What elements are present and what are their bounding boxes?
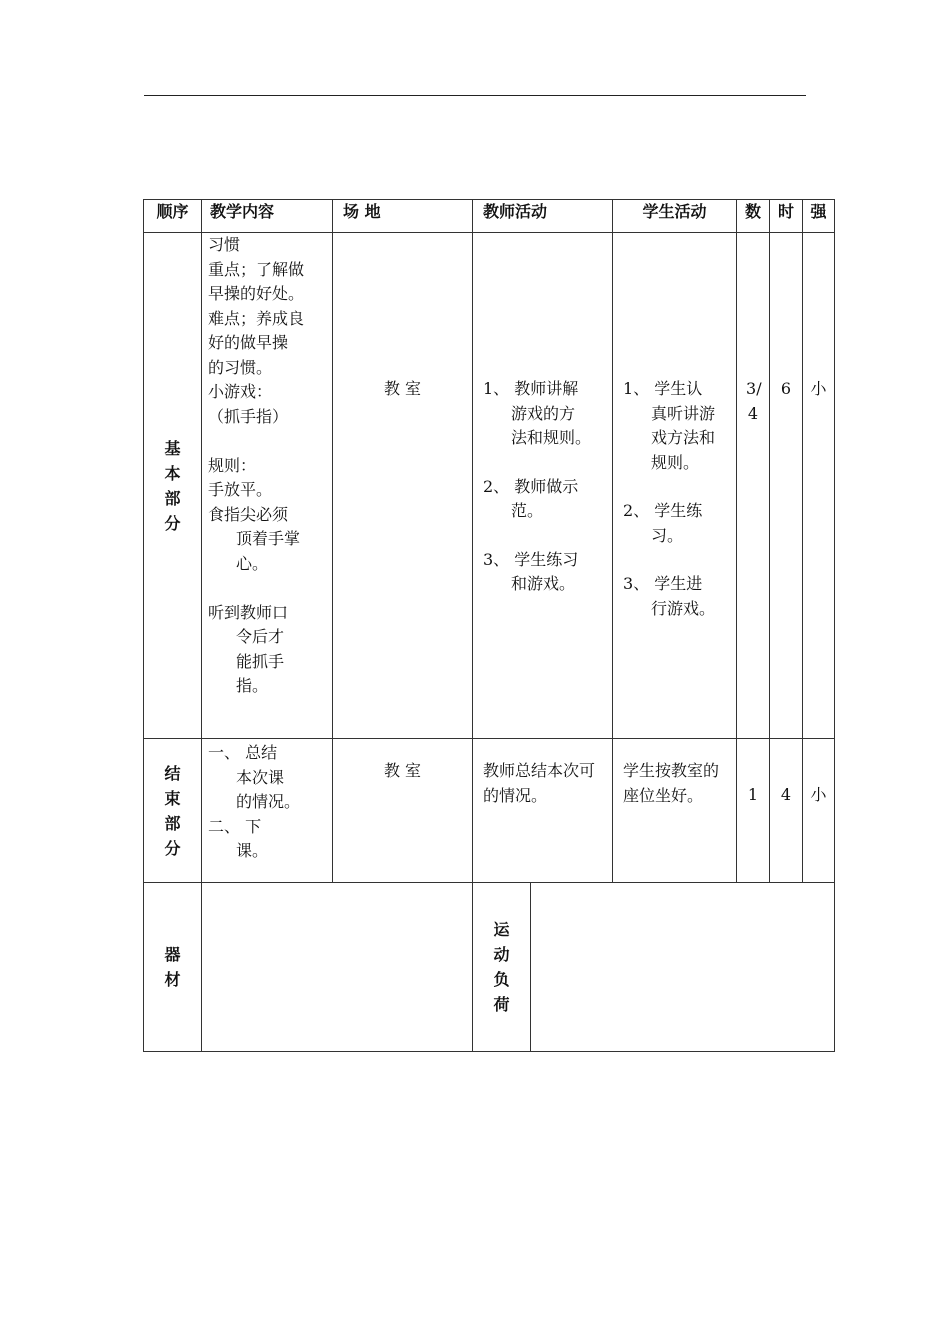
- ending-time: 4: [770, 739, 803, 883]
- header-time: 时: [770, 200, 803, 233]
- ending-content: 一、 总结 本次课 的情况。 二、 下 课。: [202, 739, 333, 883]
- lesson-plan-table: [143, 199, 835, 1052]
- ending-label: 结束部分: [144, 739, 202, 883]
- header-row: [144, 200, 835, 233]
- top-rule: [144, 95, 806, 96]
- header-intensity: 强: [803, 200, 835, 233]
- header-place: 场 地: [333, 200, 473, 233]
- basic-student: 1、 学生认 真听讲游 戏方法和 规则。 2、 学生练 习。 3、 学生进 行游戏。: [613, 233, 737, 739]
- header-student: 学生活动: [613, 200, 737, 233]
- header-order: 顺序: [144, 200, 202, 233]
- ending-count: 1: [737, 739, 770, 883]
- basic-count: 3/4: [737, 233, 770, 739]
- basic-row: [144, 233, 835, 739]
- ending-student: 学生按教室的座位坐好。: [613, 739, 737, 883]
- ending-place: 教 室: [333, 739, 473, 883]
- header-teacher: 教师活动: [473, 200, 613, 233]
- equipment-label: 器材: [144, 883, 202, 1052]
- load-value: [531, 883, 835, 1052]
- basic-time: 6: [770, 233, 803, 739]
- ending-row: [144, 739, 835, 883]
- basic-label: 基本部分: [144, 233, 202, 739]
- basic-content: 习惯 重点；了解做 早操的好处。 难点；养成良 好的做早操 的习惯。 小游戏： （抓手指） 规则： 手放平。 食指尖必须 顶着手掌 心。 听到教师口 令后才 能抓手 指。: [202, 233, 333, 739]
- ending-intensity: 小: [803, 739, 835, 883]
- basic-intensity: 小: [803, 233, 835, 739]
- basic-teacher: 1、 教师讲解 游戏的方 法和规则。 2、 教师做示 范。 3、 学生练习 和游戏。: [473, 233, 613, 739]
- load-label: 运动负荷: [473, 883, 531, 1052]
- basic-place: 教 室: [333, 233, 473, 739]
- header-count: 数: [737, 200, 770, 233]
- header-content: 教学内容: [202, 200, 333, 233]
- ending-teacher: 教师总结本次可的情况。: [473, 739, 613, 883]
- footer-row: [144, 883, 835, 1052]
- equipment-value: [202, 883, 473, 1052]
